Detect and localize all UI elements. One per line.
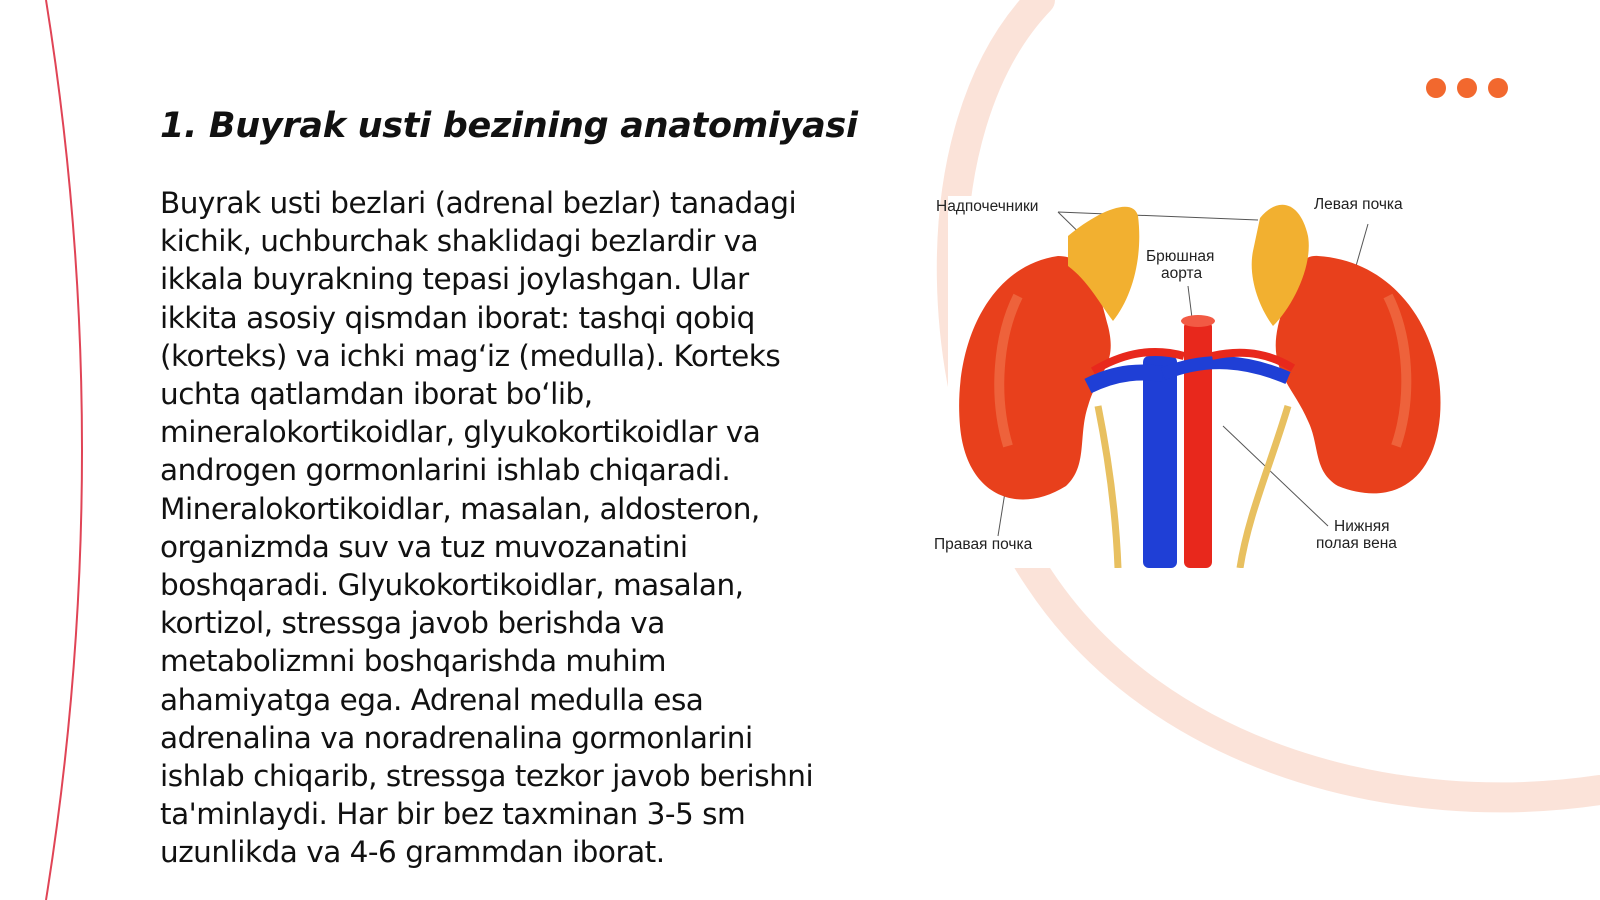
label-adrenals: Надпочечники — [936, 198, 1039, 215]
menu-dots-decoration — [1426, 78, 1508, 98]
label-aorta-line2: аорта — [1161, 265, 1203, 282]
label-aorta-line1: Брюшная — [1146, 248, 1215, 265]
label-ivc-line1: Нижняя — [1334, 518, 1390, 535]
label-ivc-line2: полая вена — [1316, 535, 1397, 552]
dot-icon — [1488, 78, 1508, 98]
slide-body-text: Buyrak usti bezlari (adrenal bezlar) tanadagi kichik, uchburchak shaklidagi bezlardir va ikkala buyrakning tepasi joylashgan. Ular ikkita asosiy qismdan iborat: tashqi qobiq (korteks) va ichki mag‘iz (medulla). Korteks uchta qatlamdan iborat bo‘lib, mineralokortikoidlar, glyukokortikoidlar va androgen gormonlarini ishlab chiqaradi. Mineralokortikoidlar, masalan, aldosteron, organizmda suv va tuz muvozanatini boshqaradi. Glyukokortikoidlar, masalan, kortizol, stressga javob berishda va metabolizmni boshqarishda muhim ahamiyatga ega. Adrenal medulla esa adrenalina va noradrenalina gormonlarini ishlab chiqarib, stressga tezkor javob berishni ta'minlaydi. Har bir bez taxminan 3-5 sm uzunlikda va 4-6 grammdan iborat. — [160, 186, 814, 870]
dot-icon — [1426, 78, 1446, 98]
label-right-kidney: Правая почка — [934, 536, 1033, 553]
label-left-kidney: Левая почка — [1314, 196, 1403, 213]
left-accent-curve — [46, 0, 82, 900]
kidney-adrenal-illustration — [934, 196, 1456, 568]
slide-title: 1. Buyrak usti bezining anatomiyasi — [160, 106, 858, 146]
dot-icon — [1457, 78, 1477, 98]
vena-cava-shape — [1143, 356, 1177, 568]
